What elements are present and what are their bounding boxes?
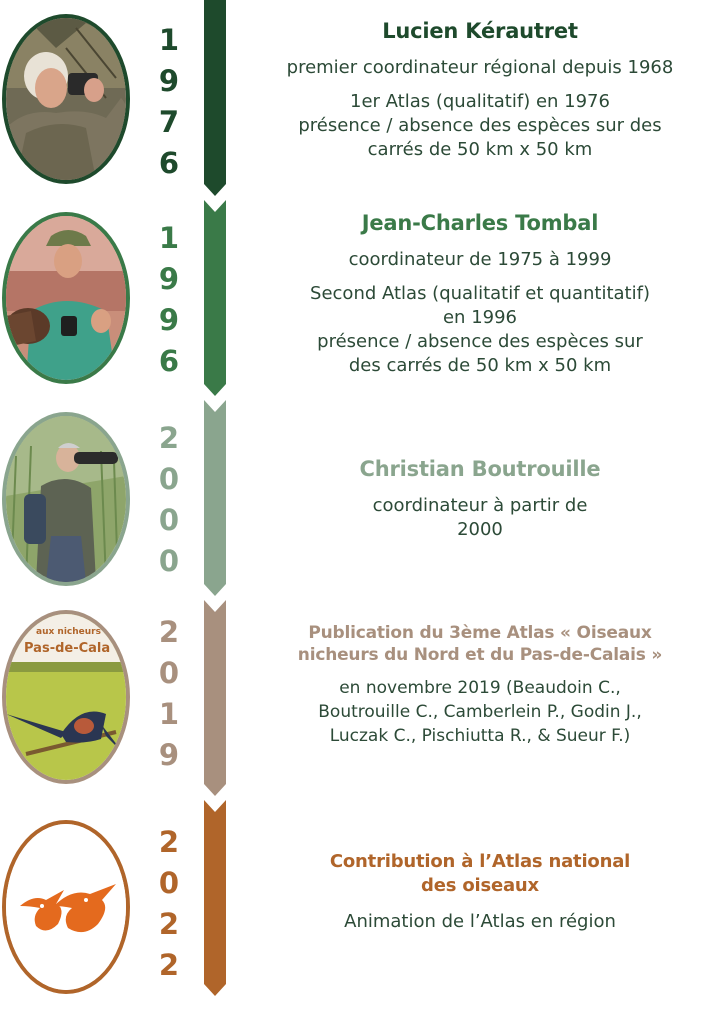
timeline-bar-2000 bbox=[204, 400, 226, 596]
year-digit: 2 bbox=[158, 948, 180, 982]
entry-text-2022 bbox=[250, 850, 710, 944]
entry-line: 1er Atlas (qualitatif) en 1976 bbox=[350, 91, 610, 112]
timeline-entry-1976 bbox=[0, 0, 712, 200]
year-digit: 7 bbox=[158, 105, 180, 139]
timeline-entry-2000 bbox=[0, 398, 712, 598]
entry-line: en 1996 bbox=[442, 307, 517, 328]
year-digit: 1 bbox=[158, 221, 180, 255]
year-digit: 9 bbox=[158, 738, 180, 772]
entry-line: en novembre 2019 (Beaudoin C., bbox=[339, 678, 621, 698]
entry-title: Christian Boutrouille bbox=[359, 457, 601, 481]
entry-paragraph bbox=[310, 282, 650, 378]
year-digit: 9 bbox=[158, 262, 180, 296]
entry-title-line: Publication du 3ème Atlas « Oiseaux bbox=[308, 623, 652, 643]
hoopoe-logo-icon bbox=[6, 824, 126, 990]
entry-line: coordinateur à partir de bbox=[372, 495, 588, 516]
portrait-lucien-kerautret bbox=[2, 14, 130, 184]
year-digit: 1 bbox=[158, 697, 180, 731]
entry-title bbox=[330, 850, 630, 898]
entry-line: 2000 bbox=[457, 519, 503, 540]
entry-title: Lucien Kérautret bbox=[382, 19, 578, 43]
entry-line: premier coordinateur régional depuis 1968 bbox=[286, 57, 674, 78]
cover-text: Pas-de-Cala bbox=[24, 641, 111, 656]
entry-text-2019 bbox=[250, 622, 710, 758]
year-digit: 6 bbox=[158, 146, 180, 180]
timeline-bar-2019 bbox=[204, 600, 226, 796]
entry-title bbox=[298, 622, 662, 666]
atlas-cover bbox=[2, 610, 130, 784]
entry-paragraph bbox=[287, 56, 674, 80]
year-2019 bbox=[154, 612, 184, 776]
atlas-cover-swallow bbox=[6, 614, 126, 780]
entry-paragraph bbox=[349, 248, 612, 272]
photographer-camera-photo bbox=[6, 416, 126, 582]
year-digit: 2 bbox=[158, 421, 180, 455]
entry-title-line: Contribution à l’Atlas national bbox=[329, 851, 631, 872]
entry-line: coordinateur de 1975 à 1999 bbox=[348, 249, 612, 270]
timeline-entry-1996 bbox=[0, 198, 712, 398]
entry-line: Animation de l’Atlas en région bbox=[344, 911, 616, 932]
timeline-entry-2019 bbox=[0, 598, 712, 798]
year-2022 bbox=[154, 822, 184, 986]
entry-paragraph bbox=[373, 494, 588, 542]
entry-paragraph bbox=[298, 90, 661, 162]
year-digit: 0 bbox=[158, 866, 180, 900]
year-2000 bbox=[154, 418, 184, 582]
cover-text: aux nicheurs d bbox=[36, 627, 111, 637]
entry-title-line: des oiseaux bbox=[421, 875, 539, 896]
year-digit: 9 bbox=[158, 303, 180, 337]
entry-line: présence / absence des espèces sur bbox=[317, 331, 643, 352]
entry-line: Boutrouille C., Camberlein P., Godin J., bbox=[318, 702, 642, 722]
year-digit: 0 bbox=[158, 462, 180, 496]
entry-line: des carrés de 50 km x 50 km bbox=[348, 355, 612, 376]
entry-title-line: nicheurs du Nord et du Pas-de-Calais » bbox=[297, 645, 663, 665]
year-digit: 6 bbox=[158, 344, 180, 378]
timeline-bar-2022 bbox=[204, 800, 226, 996]
entry-text-1996 bbox=[250, 210, 710, 388]
year-digit: 2 bbox=[158, 825, 180, 859]
entry-paragraph bbox=[344, 910, 616, 934]
man-holding-bird-photo bbox=[6, 216, 126, 380]
hoopoe-logo bbox=[2, 820, 130, 994]
entry-paragraph bbox=[318, 676, 641, 748]
portrait-jean-charles-tombal bbox=[2, 212, 130, 384]
portrait-christian-boutrouille bbox=[2, 412, 130, 586]
year-digit: 2 bbox=[158, 907, 180, 941]
entry-line: Luczak C., Pischiutta R., & Sueur F.) bbox=[329, 726, 631, 746]
year-1996 bbox=[154, 218, 184, 382]
entry-title: Jean-Charles Tombal bbox=[361, 211, 599, 235]
timeline-entry-2022 bbox=[0, 798, 712, 1008]
timeline-bar-1976 bbox=[204, 0, 226, 196]
year-1976 bbox=[154, 20, 184, 184]
year-digit: 2 bbox=[158, 615, 180, 649]
year-digit: 0 bbox=[158, 503, 180, 537]
birdwatcher-binoculars-photo bbox=[6, 18, 126, 180]
year-digit: 9 bbox=[158, 64, 180, 98]
entry-line: présence / absence des espèces sur des bbox=[298, 115, 662, 136]
entry-text-1976 bbox=[250, 18, 710, 172]
year-digit: 0 bbox=[158, 544, 180, 578]
year-digit: 0 bbox=[158, 656, 180, 690]
year-digit: 1 bbox=[158, 23, 180, 57]
timeline-bar-1996 bbox=[204, 200, 226, 396]
entry-line: Second Atlas (qualitatif et quantitatif) bbox=[310, 283, 650, 304]
entry-line: carrés de 50 km x 50 km bbox=[367, 139, 593, 160]
entry-text-2000 bbox=[250, 456, 710, 552]
